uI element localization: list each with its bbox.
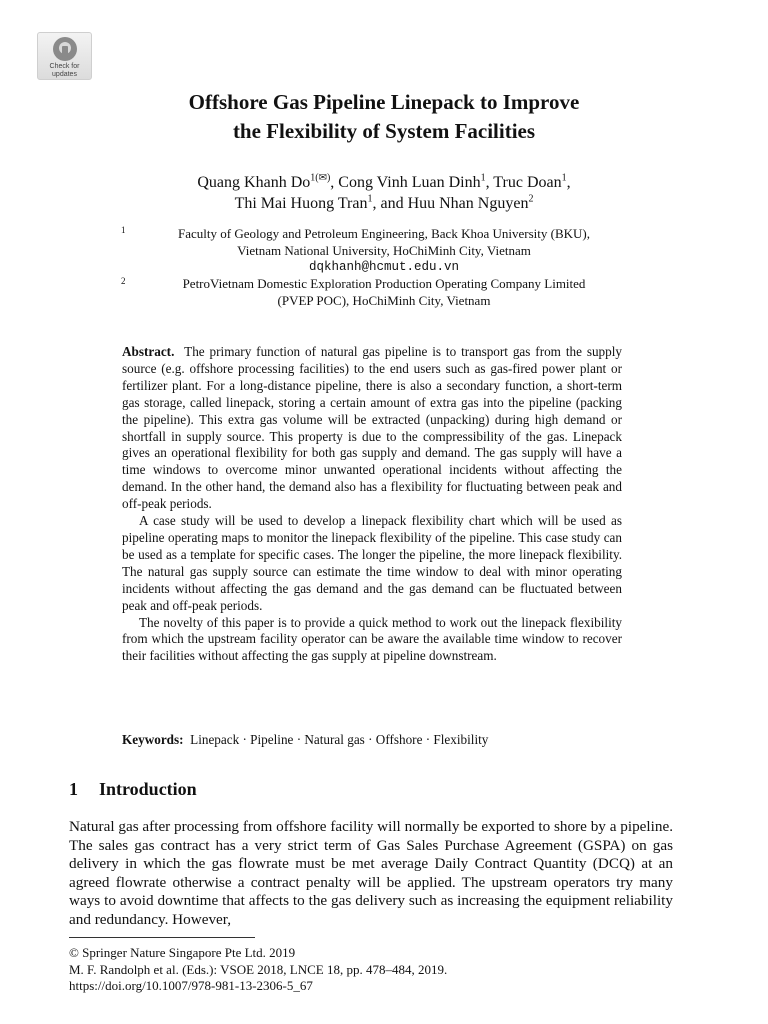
- abstract-paragraph-2: A case study will be used to develop a linepack flexibility chart which will be used as pipeline operating maps to monitor the linepack flexibility of the pipeline. This case study can be used as a template for specific cases. The longer the pipeline, the more linepack flexibility. The natural gas supply source can estimate the time window to deal with minor operating incidents without affecting the gas demand and the gas demand can be fluctuated between peak and off-peak periods.: [122, 513, 622, 613]
- abstract-label: Abstract.: [122, 344, 175, 359]
- copyright-footer: [69, 945, 447, 995]
- author-name[interactable]: Quang Khanh Do: [197, 174, 311, 191]
- author-line-1: [60, 172, 708, 193]
- affiliation-number: 1: [121, 225, 126, 235]
- author-affiliation-mark: 1: [561, 172, 567, 184]
- check-for-updates-badge[interactable]: [37, 32, 92, 80]
- section-number: 1: [69, 779, 78, 799]
- paper-title: [60, 88, 708, 146]
- doi-link[interactable]: https://doi.org/10.1007/978-981-13-2306-5_67: [69, 978, 313, 993]
- introduction-paragraph: Natural gas after processing from offshore facility will normally be exported to shore by a pipeline. The sales gas contract has a very strict term of Gas Sales Purchase Agreement (GSPA) on gas delivery in which the gas flowrate must be met average Daily Contract Quantity (DCQ) at an agreed flowrate otherwise a contract penalty will be applied. The upstream operators try many ways to avoid downtime that affects to the gas delivery such as increasing the equipment reliability and redundancy. However,: [69, 818, 673, 928]
- author-name: , and Huu Nhan Nguyen: [372, 195, 529, 212]
- affiliation-line: (PVEP POC), HoChiMinh City, Vietnam: [277, 293, 491, 308]
- author-affiliation-mark: 1: [480, 172, 486, 184]
- affiliation-number: 2: [121, 276, 126, 286]
- affiliation-line: Vietnam National University, HoChiMinh City, Vietnam: [237, 243, 531, 258]
- abstract-text: The primary function of natural gas pipeline is to transport gas from the supply source (e.g. offshore processing facilities) to the end users such as gas-fired power plant or fertilizer plant. For a long-distance pipeline, there is also a secondary function, a short-term gas storage, called linepack, storing a certain amount of extra gas into the pipeline (packing the pipeline). This extra gas volume will be extracted (unpacking) during high demand or shortfall in supply source. This property is due to the compressibility of the gas. Linepack gives an operational flexibility for both gas supply and demand. The gas supply will have a time windows to overcome minor unwanted operational incidents without affecting the demand. In the other hand, the demand also has a flexibility for fluctuating between peak and off-peak periods.: [122, 344, 622, 512]
- citation-line: M. F. Randolph et al. (Eds.): VSOE 2018, LNCE 18, pp. 478–484, 2019.: [69, 961, 448, 977]
- footnote-rule: [69, 937, 255, 938]
- section-heading: [69, 778, 197, 800]
- copyright-line: © Springer Nature Singapore Pte Ltd. 2019: [69, 945, 296, 960]
- keywords: [122, 731, 642, 748]
- badge-line-1: Check for: [49, 63, 80, 70]
- author-name: Thi Mai Huong Tran: [234, 195, 368, 212]
- author-email-link[interactable]: dqkhanh@hcmut.edu.vn: [308, 260, 460, 274]
- affiliation-line: Faculty of Geology and Petroleum Engineering, Back Khoa University (BKU),: [178, 226, 590, 241]
- author-separator: ,: [566, 174, 571, 191]
- abstract: [122, 344, 622, 665]
- abstract-paragraph-1: [122, 344, 622, 513]
- section-title: Introduction: [99, 779, 197, 799]
- author-name: , Truc Doan: [485, 174, 562, 191]
- abstract-paragraph-3: The novelty of this paper is to provide a quick method to work out the linepack flexibility from which the upstream facility operator can be aware the available time window to recover their facilities without affecting the gas supply at pipeline downstream.: [122, 614, 622, 664]
- author-line-2: [60, 193, 708, 214]
- author-affiliation-mark: 2: [528, 193, 534, 205]
- author-affiliation-mark: 1: [367, 193, 373, 205]
- title-line-1: Offshore Gas Pipeline Linepack to Improve: [188, 90, 580, 114]
- check-for-updates-icon: [53, 37, 77, 61]
- badge-line-2: updates: [52, 71, 77, 78]
- affiliation-1: [120, 225, 648, 276]
- title-line-2: the Flexibility of System Facilities: [232, 119, 536, 143]
- author-affiliation-mark: 1(✉): [310, 172, 331, 184]
- author-list: [60, 172, 708, 214]
- introduction-body: [69, 818, 673, 930]
- affiliation-2: [120, 275, 648, 309]
- keywords-list: Linepack · Pipeline · Natural gas · Offshore · Flexibility: [190, 732, 489, 747]
- keywords-label: Keywords:: [122, 732, 184, 747]
- author-name: , Cong Vinh Luan Dinh: [330, 174, 481, 191]
- affiliation-line: PetroVietnam Domestic Exploration Production Operating Company Limited: [182, 276, 586, 291]
